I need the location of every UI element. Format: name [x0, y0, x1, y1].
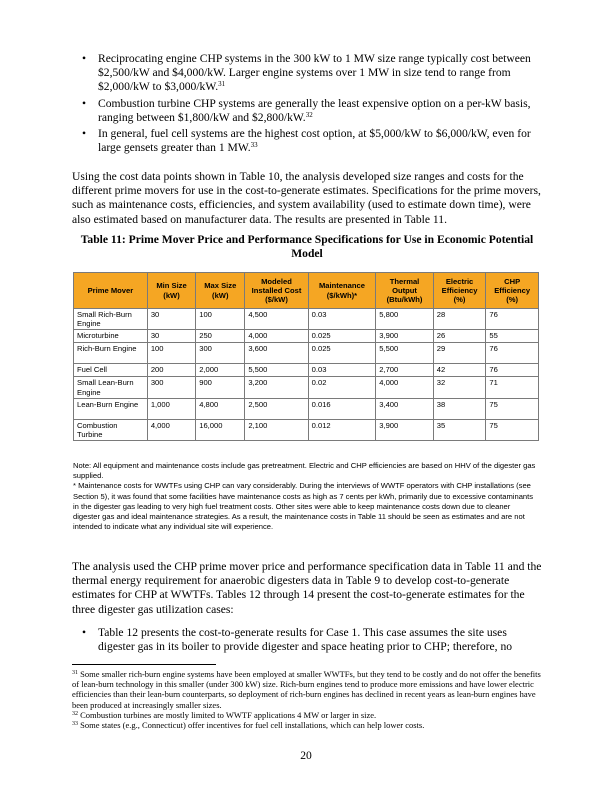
footnote-32	[72, 710, 544, 720]
cell-chp-efficiency: 76	[486, 309, 539, 330]
cell-installed-cost: 2,500	[245, 398, 308, 419]
cell-thermal-output: 3,900	[376, 330, 434, 343]
cell-electric-efficiency: 29	[433, 343, 486, 364]
cell-chp-efficiency: 76	[486, 364, 539, 377]
page-number: 20	[300, 749, 312, 762]
cell-chp-efficiency: 55	[486, 330, 539, 343]
table-notes	[73, 461, 539, 532]
cell-thermal-output: 4,000	[376, 377, 434, 398]
cell-prime-mover: Microturbine	[74, 330, 148, 343]
cell-installed-cost: 4,500	[245, 309, 308, 330]
cell-min-size: 30	[147, 309, 195, 330]
cell-min-size: 1,000	[147, 398, 195, 419]
footnote-text: Some smaller rich-burn engine systems have been employed at smaller WWTFs, but they tend to be costly and do not offer the benefits of lean-burn technology in this smaller (under 300 kW) size. Rich-burn engines tend to produce more emissions and have lower electric efficiencies than their lean-burn counterparts, so deployment of rich-burn engines has declined in recent years as lean-burn engines have been produced at increasingly smaller sizes.	[72, 669, 541, 710]
cell-installed-cost: 2,100	[245, 419, 308, 440]
table-row	[74, 364, 539, 377]
cell-installed-cost: 3,600	[245, 343, 308, 364]
footnote-number: 32	[72, 710, 78, 717]
cell-maintenance: 0.016	[308, 398, 376, 419]
cell-chp-efficiency: 75	[486, 398, 539, 419]
footnote-text: Some states (e.g., Connecticut) offer incentives for fuel cell installations, which can help lower costs.	[80, 720, 425, 731]
cell-max-size: 16,000	[196, 419, 245, 440]
cell-electric-efficiency: 42	[433, 364, 486, 377]
cell-installed-cost: 5,500	[245, 364, 308, 377]
paragraph-analysis: The analysis used the CHP prime mover price and performance specification data in Table 11 and the thermal energy requirement for anaerobic digesters data in Table 9 to develop cost-to-generate estimates for CHP at WWTFs. Tables 12 through 14 present the cost-to-generate estimates for the three digester gas utilization cases:	[72, 560, 542, 616]
footnote-number: 33	[72, 721, 78, 728]
cell-thermal-output: 2,700	[376, 364, 434, 377]
cell-min-size: 30	[147, 330, 195, 343]
header-max-size: Max Size (kW)	[196, 273, 245, 309]
cell-min-size: 300	[147, 377, 195, 398]
footnote-text: Combustion turbines are mostly limited to WWTF applications 4 MW or larger in size.	[80, 709, 377, 720]
header-thermal-output: Thermal Output (Btu/kWh)	[376, 273, 434, 309]
cell-maintenance: 0.03	[308, 309, 376, 330]
cell-electric-efficiency: 32	[433, 377, 486, 398]
prime-mover-table	[73, 272, 539, 441]
cell-installed-cost: 3,200	[245, 377, 308, 398]
footnotes	[72, 669, 544, 730]
bullet-fuel-cell: • In general, fuel cell systems are the highest cost option, at $5,000/kW to $6,000/kW, even for large gensets greater than 1 MW.$^{33}$	[80, 127, 536, 155]
cell-max-size: 4,800	[196, 398, 245, 419]
cell-chp-efficiency: 75	[486, 419, 539, 440]
table-row	[74, 377, 539, 398]
cell-maintenance: 0.02	[308, 377, 376, 398]
cell-max-size: 250	[196, 330, 245, 343]
header-maintenance: Maintenance ($/kWh)*	[308, 273, 376, 309]
footnote-number: 31	[72, 670, 78, 676]
table-note-efficiency: Note: All equipment and maintenance costs include gas pretreatment. Electric and CHP efficiencies are based on HHV of the digester gas supplied.	[73, 461, 536, 481]
table-row	[74, 309, 539, 330]
cell-max-size: 300	[196, 343, 245, 364]
cell-thermal-output: 5,500	[376, 343, 434, 364]
cell-thermal-output: 5,800	[376, 309, 434, 330]
cell-prime-mover: Small Rich-Burn Engine	[74, 309, 148, 330]
header-prime-mover: Prime Mover	[74, 273, 148, 309]
cell-maintenance: 0.025	[308, 330, 376, 343]
cell-prime-mover: Fuel Cell	[74, 364, 148, 377]
cell-installed-cost: 4,000	[245, 330, 308, 343]
table-row	[74, 398, 539, 419]
cell-prime-mover: Rich-Burn Engine	[74, 343, 148, 364]
table-row	[74, 419, 539, 440]
cell-prime-mover: Lean-Burn Engine	[74, 398, 148, 419]
header-electric-efficiency: Electric Efficiency (%)	[433, 273, 486, 309]
header-installed-cost: Modeled Installed Cost ($/kW)	[245, 273, 308, 309]
footnote-ref-32[interactable]: 32	[305, 110, 313, 119]
bullet-table-12: • Table 12 presents the cost-to-generate results for Case 1. This case assumes the site uses digester gas in its boiler to provide digester and space heating prior to CHP; therefore, no	[80, 626, 536, 654]
cell-chp-efficiency: 71	[486, 377, 539, 398]
cell-thermal-output: 3,400	[376, 398, 434, 419]
cell-min-size: 100	[147, 343, 195, 364]
cell-prime-mover: Small Lean-Burn Engine	[74, 377, 148, 398]
footnote-divider	[72, 664, 216, 665]
table-caption: Table 11: Prime Mover Price and Performance Specifications for Use in Economic Potential Model	[80, 233, 534, 261]
table-row	[74, 330, 539, 343]
table-note-maintenance: * Maintenance costs for WWTFs using CHP can vary considerably. During the interviews of WWTF operators with CHP installations (see Section 5), it was found that some facilities have maintenance costs as high as 7 cents per kWh, primarily due to excessive contaminants in the digester gas leading to very high fuel treatment costs. Other sites were able to keep maintenance costs down due to cleaner digester gas and ideal maintenance strategies. As a result, the maintenance costs in Table 11 should be seen as estimates and are not intended to indicate what any individual site will experience.	[73, 481, 534, 532]
cell-maintenance: 0.03	[308, 364, 376, 377]
table-row	[74, 343, 539, 364]
footnote-33	[72, 720, 544, 730]
paragraph-cost-data: Using the cost data points shown in Table 10, the analysis developed size ranges and costs for the different prime movers for use in the cost-to-generate estimates. Specifications for the prime movers, such as maintenance costs, efficiencies, and system availability (used to estimate down time), were also estimated based on manufacturer data. The results are presented in Table 11.	[72, 170, 541, 226]
cell-electric-efficiency: 26	[433, 330, 486, 343]
cell-min-size: 200	[147, 364, 195, 377]
cell-chp-efficiency: 76	[486, 343, 539, 364]
bullet-combustion-turbine: • Combustion turbine CHP systems are generally the least expensive option on a per-kW basis, ranging between $1,800/kW and $2,800/kW.$^{32}$	[80, 97, 536, 125]
case-bullet-list	[80, 626, 536, 656]
cell-min-size: 4,000	[147, 419, 195, 440]
cell-thermal-output: 3,900	[376, 419, 434, 440]
cell-maintenance: 0.025	[308, 343, 376, 364]
header-min-size: Min Size (kW)	[147, 273, 195, 309]
cell-electric-efficiency: 28	[433, 309, 486, 330]
table-header-row	[74, 273, 539, 309]
footnote-ref-33[interactable]: 33	[250, 141, 258, 150]
bullet-reciprocating-engine: • Reciprocating engine CHP systems in the 300 kW to 1 MW size range typically cost between $2,500/kW and $4,000/kW. Larger engine systems over 1 MW in size tend to range from $2,000/kW to $3,000/kW.$^{31}$	[80, 52, 536, 95]
cell-maintenance: 0.012	[308, 419, 376, 440]
cell-max-size: 900	[196, 377, 245, 398]
footnote-ref-31[interactable]: 31	[218, 80, 226, 89]
header-chp-efficiency: CHP Efficiency (%)	[486, 273, 539, 309]
cell-electric-efficiency: 38	[433, 398, 486, 419]
cell-max-size: 100	[196, 309, 245, 330]
cell-electric-efficiency: 35	[433, 419, 486, 440]
cell-prime-mover: Combustion Turbine	[74, 419, 148, 440]
cell-max-size: 2,000	[196, 364, 245, 377]
cost-bullet-list	[80, 52, 536, 157]
footnote-31	[72, 669, 544, 710]
